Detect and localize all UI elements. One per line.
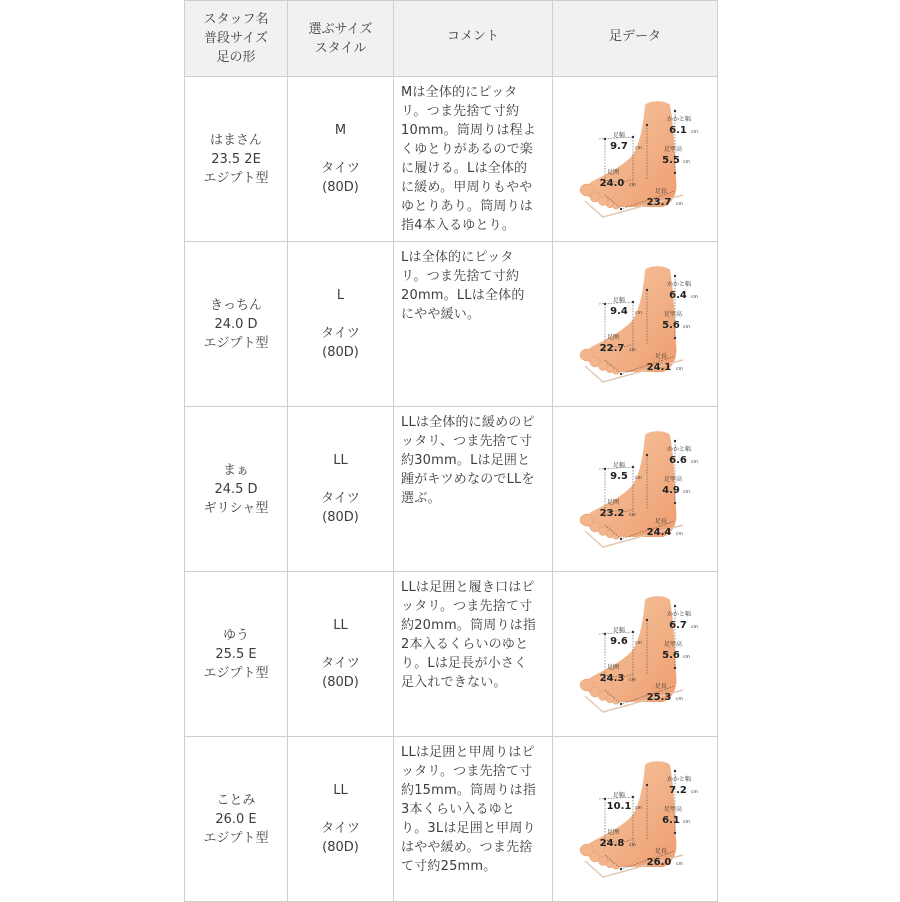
comment-line: ッタリ。つま先捨て寸 — [401, 764, 533, 779]
heel-width-value: 7.2 — [669, 785, 687, 796]
staff-cell — [185, 242, 288, 407]
foot-data-cell — [553, 77, 718, 242]
comment-line: り。Lは足長が小さく — [401, 656, 528, 671]
comment-line: 3本くらい入るゆと — [401, 802, 516, 817]
staff-name: まぁ — [222, 462, 249, 478]
comment-cell — [394, 572, 553, 737]
comment-cell — [394, 737, 553, 902]
foot-length-value: 24.4 — [646, 527, 672, 538]
foot-width-unit: cm — [635, 641, 642, 646]
comment-line: り。3Lは足囲と甲周り — [401, 821, 536, 836]
foot-shape: ギリシャ型 — [203, 500, 269, 516]
comment-line: 選ぶ。 — [401, 491, 441, 506]
foot-length-unit: cm — [676, 697, 683, 702]
size-style-cell — [288, 737, 394, 902]
foot-girth-label: 足囲 — [606, 829, 620, 836]
staff-cell — [185, 737, 288, 902]
staff-row — [185, 737, 718, 902]
foot-girth-value: 24.8 — [599, 838, 625, 849]
foot-diagram — [565, 429, 705, 549]
chosen-size: LL — [333, 618, 348, 633]
instep-height-label: 足甲高 — [663, 641, 683, 648]
heel-width-unit: cm — [691, 460, 698, 465]
staff-cell — [185, 572, 288, 737]
comment-line: に緩め。甲周りもやや — [401, 180, 533, 195]
chosen-size: M — [334, 123, 347, 138]
header-style-line: スタイル — [314, 40, 367, 56]
foot-girth-unit: cm — [629, 678, 636, 683]
comment-cell — [394, 77, 553, 242]
foot-diagram — [565, 759, 705, 879]
comment-line: 2本入るくらいのゆと — [401, 637, 529, 652]
heel-width-value: 6.6 — [669, 455, 687, 466]
comment-line: 約20mm。筒周りは指 — [401, 618, 537, 633]
foot-data-cell — [553, 737, 718, 902]
comment-line: 10mm。筒周りは程よ — [401, 123, 537, 138]
instep-height-value: 5.6 — [662, 320, 680, 331]
header-style — [288, 1, 394, 77]
heel-width-label: かかと幅 — [666, 446, 692, 453]
instep-height-unit: cm — [683, 325, 690, 330]
staff-name: きっちん — [209, 297, 262, 313]
foot-width-label: 足幅 — [612, 792, 626, 799]
foot-length-value: 23.7 — [646, 197, 672, 208]
foot-length-label: 足長 — [654, 188, 668, 195]
foot-data-cell — [553, 572, 718, 737]
staff-name: ことみ — [216, 792, 256, 808]
foot-width-unit: cm — [635, 146, 642, 151]
foot-width-unit: cm — [635, 806, 642, 811]
foot-width-label: 足幅 — [612, 297, 626, 304]
comment-line: LLは全体的に緩めのピ — [401, 415, 535, 430]
foot-girth-value: 23.2 — [599, 508, 625, 519]
foot-width-value: 9.4 — [610, 306, 628, 317]
foot-shape: エジプト型 — [203, 335, 269, 351]
instep-height-unit: cm — [683, 490, 690, 495]
size-style-cell — [288, 77, 394, 242]
header-staff-line: 普段サイズ — [204, 31, 268, 46]
heel-width-label: かかと幅 — [666, 281, 692, 288]
instep-height-label: 足甲高 — [663, 311, 683, 318]
usual-size: 24.0 D — [214, 316, 258, 332]
size-comparison-table — [184, 0, 718, 902]
usual-size: 24.5 D — [214, 481, 258, 497]
comment-line: くゆとりがあるので楽 — [401, 142, 534, 157]
heel-width-value: 6.1 — [669, 125, 687, 136]
comment-line: 指4本入るゆとり。 — [401, 218, 516, 233]
header-staff-line: 足の形 — [216, 50, 256, 65]
instep-height-value: 5.5 — [662, 155, 680, 166]
foot-girth-label: 足囲 — [606, 334, 620, 341]
style-name: タイツ — [321, 161, 360, 176]
foot-width-unit: cm — [635, 476, 642, 481]
foot-width-label: 足幅 — [612, 132, 626, 139]
foot-shape: エジプト型 — [203, 170, 269, 186]
heel-width-value: 6.7 — [669, 620, 687, 631]
instep-height-value: 5.6 — [662, 650, 680, 661]
header-row — [185, 1, 718, 77]
foot-width-label: 足幅 — [612, 627, 626, 634]
foot-length-unit: cm — [676, 862, 683, 867]
comment-line: ッタリ、つま先捨て寸 — [401, 434, 533, 449]
foot-girth-unit: cm — [629, 843, 636, 848]
comment-line: Lは全体的にピッタ — [401, 250, 514, 265]
staff-row — [185, 407, 718, 572]
foot-width-value: 9.6 — [610, 636, 628, 647]
comment-line: リ。つま先捨て寸約 — [401, 104, 520, 119]
staff-row — [185, 572, 718, 737]
usual-size: 25.5 E — [215, 646, 257, 662]
header-foot-data: 足データ — [553, 1, 718, 77]
comment-line: 踵がキツめなのでLLを — [401, 472, 535, 487]
foot-shape: エジプト型 — [203, 665, 269, 681]
foot-girth-label: 足囲 — [606, 499, 620, 506]
foot-length-value: 25.3 — [646, 692, 672, 703]
staff-row — [185, 77, 718, 242]
foot-girth-value: 24.3 — [599, 673, 625, 684]
heel-width-unit: cm — [691, 790, 698, 795]
comment-line: リ。つま先捨て寸約 — [401, 269, 520, 284]
staff-name: ゆう — [222, 627, 249, 643]
comment-line: にやや緩い。 — [401, 307, 481, 322]
foot-girth-value: 24.0 — [599, 178, 625, 189]
heel-width-unit: cm — [691, 295, 698, 300]
header-staff — [185, 1, 288, 77]
staff-cell — [185, 407, 288, 572]
foot-diagram — [565, 264, 705, 384]
comment-line: 足入れできない。 — [401, 675, 507, 690]
foot-width-value: 9.5 — [610, 471, 628, 482]
comment-line: ッタリ。つま先捨て寸 — [401, 599, 533, 614]
style-name: タイツ — [321, 821, 360, 836]
foot-girth-unit: cm — [629, 513, 636, 518]
foot-diagram — [565, 99, 705, 219]
instep-height-unit: cm — [683, 655, 690, 660]
instep-height-value: 6.1 — [662, 815, 680, 826]
foot-width-value: 10.1 — [606, 801, 632, 812]
comment-line: LLは足囲と甲周りはピ — [401, 745, 535, 760]
foot-length-label: 足長 — [654, 683, 668, 690]
comment-line: 約30mm。Lは足囲と — [401, 453, 531, 468]
heel-width-value: 6.4 — [669, 290, 687, 301]
heel-width-unit: cm — [691, 625, 698, 630]
foot-length-label: 足長 — [654, 518, 668, 525]
heel-width-label: かかと幅 — [666, 776, 692, 783]
instep-height-label: 足甲高 — [663, 476, 683, 483]
foot-width-unit: cm — [635, 311, 642, 316]
usual-size: 26.0 E — [215, 811, 257, 827]
foot-length-unit: cm — [676, 202, 683, 207]
foot-shape: エジプト型 — [203, 830, 269, 846]
chosen-size: LL — [333, 453, 348, 468]
size-style-cell — [288, 572, 394, 737]
foot-length-value: 24.1 — [646, 362, 672, 373]
instep-height-unit: cm — [683, 160, 690, 165]
staff-cell — [185, 77, 288, 242]
comment-line: に履ける。Lは全体的 — [401, 161, 528, 176]
comment-cell — [394, 407, 553, 572]
foot-girth-value: 22.7 — [599, 343, 625, 354]
foot-girth-label: 足囲 — [606, 664, 620, 671]
heel-width-unit: cm — [691, 130, 698, 135]
foot-length-unit: cm — [676, 532, 683, 537]
style-denier: (80D) — [322, 180, 359, 195]
style-denier: (80D) — [322, 675, 359, 690]
foot-girth-unit: cm — [629, 183, 636, 188]
foot-data-cell — [553, 242, 718, 407]
style-denier: (80D) — [322, 510, 359, 525]
style-name: タイツ — [321, 326, 360, 341]
instep-height-label: 足甲高 — [663, 146, 683, 153]
staff-row — [185, 242, 718, 407]
style-denier: (80D) — [322, 840, 359, 855]
style-name: タイツ — [321, 491, 360, 506]
comment-line: Mは全体的にピッタ — [401, 85, 518, 100]
usual-size: 23.5 2E — [211, 151, 261, 167]
foot-length-value: 26.0 — [646, 857, 672, 868]
foot-diagram — [565, 594, 705, 714]
header-comment: コメント — [394, 1, 553, 77]
header-style-line: 選ぶサイズ — [308, 21, 373, 37]
heel-width-label: かかと幅 — [666, 611, 692, 618]
foot-length-label: 足長 — [654, 848, 668, 855]
foot-girth-label: 足囲 — [606, 169, 620, 176]
chosen-size: L — [336, 288, 345, 303]
instep-height-unit: cm — [683, 820, 690, 825]
size-style-cell — [288, 407, 394, 572]
comment-line: 約15mm。筒周りは指 — [401, 783, 537, 798]
comment-line: LLは足囲と履き口はピ — [401, 580, 535, 595]
foot-width-value: 9.7 — [610, 141, 628, 152]
comment-line: て寸約25mm。 — [401, 859, 497, 874]
heel-width-label: かかと幅 — [666, 116, 692, 123]
comment-cell — [394, 242, 553, 407]
comment-line: 20mm。LLは全体的 — [401, 288, 525, 303]
size-style-cell — [288, 242, 394, 407]
instep-height-value: 4.9 — [662, 485, 680, 496]
style-denier: (80D) — [322, 345, 359, 360]
foot-length-label: 足長 — [654, 353, 668, 360]
foot-width-label: 足幅 — [612, 462, 626, 469]
foot-girth-unit: cm — [629, 348, 636, 353]
comment-line: はやや緩め。つま先捨 — [401, 840, 533, 855]
foot-length-unit: cm — [676, 367, 683, 372]
foot-data-cell — [553, 407, 718, 572]
comment-line: ゆとりあり。筒周りは — [401, 199, 534, 214]
chosen-size: LL — [333, 783, 348, 798]
instep-height-label: 足甲高 — [663, 806, 683, 813]
header-staff-line: スタッフ名 — [203, 12, 269, 27]
staff-name: はまさん — [209, 132, 262, 148]
style-name: タイツ — [321, 656, 360, 671]
